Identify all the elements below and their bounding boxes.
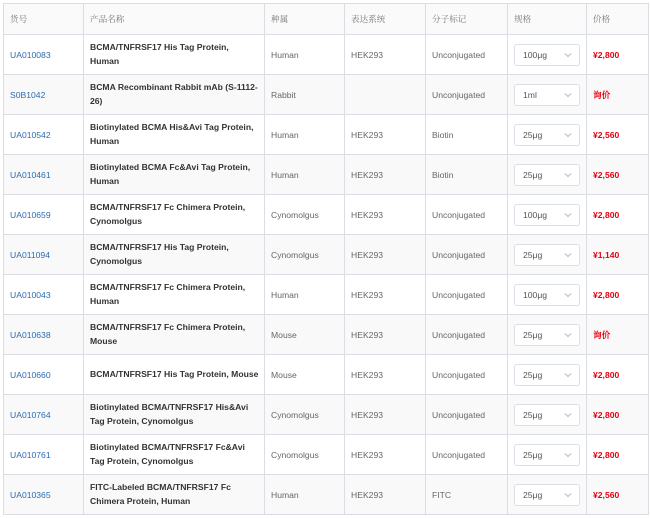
expression-system-cell: HEK293 <box>345 355 426 395</box>
table-header-row <box>4 4 649 35</box>
sku-link[interactable]: UA010365 <box>4 475 84 515</box>
molecular-tag-cell: Unconjugated <box>426 275 508 315</box>
chevron-down-icon <box>563 410 573 420</box>
size-select[interactable] <box>514 484 580 506</box>
price-cell: ¥2,800 <box>587 395 649 435</box>
chevron-down-icon <box>563 490 573 500</box>
sku-link[interactable]: UA010660 <box>4 355 84 395</box>
table-row <box>4 435 649 475</box>
size-cell <box>508 35 587 75</box>
table-row <box>4 155 649 195</box>
molecular-tag-cell: Unconjugated <box>426 315 508 355</box>
price-cell: ¥2,560 <box>587 475 649 515</box>
price-cell: ¥2,800 <box>587 275 649 315</box>
table-row <box>4 235 649 275</box>
chevron-down-icon <box>563 170 573 180</box>
product-name: FITC-Labeled BCMA/TNFRSF17 Fc Chimera Protein, Human <box>84 475 265 515</box>
molecular-tag-cell: Unconjugated <box>426 235 508 275</box>
species-cell: Rabbit <box>265 75 345 115</box>
expression-system-cell: HEK293 <box>345 235 426 275</box>
size-select-value: 1ml <box>523 89 537 100</box>
sku-link[interactable]: UA010761 <box>4 435 84 475</box>
species-cell: Mouse <box>265 355 345 395</box>
chevron-down-icon <box>563 210 573 220</box>
size-select-value: 25μg <box>523 369 543 380</box>
column-header-molecular-tag: 分子标记 <box>426 4 508 35</box>
size-select-value: 25μg <box>523 489 543 500</box>
column-header-species: 种属 <box>265 4 345 35</box>
size-cell <box>508 275 587 315</box>
product-name: Biotinylated BCMA His&Avi Tag Protein, Human <box>84 115 265 155</box>
size-cell <box>508 235 587 275</box>
size-select-value: 25μg <box>523 129 543 140</box>
expression-system-cell: HEK293 <box>345 155 426 195</box>
chevron-down-icon <box>563 290 573 300</box>
column-header-price: 价格 <box>587 4 649 35</box>
expression-system-cell <box>345 75 426 115</box>
molecular-tag-cell: Biotin <box>426 115 508 155</box>
size-select-value: 25μg <box>523 249 543 260</box>
species-cell: Human <box>265 275 345 315</box>
product-table <box>3 3 649 515</box>
size-select[interactable] <box>514 244 580 266</box>
sku-link[interactable]: UA010659 <box>4 195 84 235</box>
species-cell: Human <box>265 155 345 195</box>
product-name: BCMA/TNFRSF17 Fc Chimera Protein, Mouse <box>84 315 265 355</box>
column-header-sku: 货号 <box>4 4 84 35</box>
size-cell <box>508 315 587 355</box>
product-name: BCMA/TNFRSF17 His Tag Protein, Human <box>84 35 265 75</box>
size-cell <box>508 355 587 395</box>
species-cell: Human <box>265 475 345 515</box>
expression-system-cell: HEK293 <box>345 435 426 475</box>
size-select[interactable] <box>514 204 580 226</box>
table-row <box>4 195 649 235</box>
expression-system-cell: HEK293 <box>345 475 426 515</box>
sku-link[interactable]: UA010043 <box>4 275 84 315</box>
species-cell: Cynomolgus <box>265 435 345 475</box>
price-cell: 询价 <box>587 315 649 355</box>
species-cell: Cynomolgus <box>265 195 345 235</box>
price-cell: ¥2,560 <box>587 115 649 155</box>
sku-link[interactable]: UA010638 <box>4 315 84 355</box>
price-cell: ¥2,800 <box>587 355 649 395</box>
chevron-down-icon <box>563 450 573 460</box>
sku-link[interactable]: UA010461 <box>4 155 84 195</box>
expression-system-cell: HEK293 <box>345 115 426 155</box>
molecular-tag-cell: Biotin <box>426 155 508 195</box>
size-cell <box>508 155 587 195</box>
molecular-tag-cell: Unconjugated <box>426 395 508 435</box>
table-row <box>4 35 649 75</box>
molecular-tag-cell: Unconjugated <box>426 355 508 395</box>
molecular-tag-cell: Unconjugated <box>426 35 508 75</box>
product-name: BCMA/TNFRSF17 Fc Chimera Protein, Human <box>84 275 265 315</box>
molecular-tag-cell: FITC <box>426 475 508 515</box>
size-select[interactable] <box>514 404 580 426</box>
price-cell: 询价 <box>587 75 649 115</box>
price-cell: ¥2,800 <box>587 435 649 475</box>
table-row <box>4 475 649 515</box>
chevron-down-icon <box>563 330 573 340</box>
size-select[interactable] <box>514 444 580 466</box>
expression-system-cell: HEK293 <box>345 275 426 315</box>
size-cell <box>508 395 587 435</box>
expression-system-cell: HEK293 <box>345 395 426 435</box>
product-name: BCMA Recombinant Rabbit mAb (S-1112-26) <box>84 75 265 115</box>
size-select-value: 25μg <box>523 169 543 180</box>
chevron-down-icon <box>563 250 573 260</box>
product-name: BCMA/TNFRSF17 His Tag Protein, Mouse <box>84 355 265 395</box>
size-select-value: 100μg <box>523 49 548 60</box>
size-select[interactable] <box>514 84 580 106</box>
chevron-down-icon <box>563 370 573 380</box>
size-select-value: 25μg <box>523 329 543 340</box>
product-name: BCMA/TNFRSF17 His Tag Protein, Cynomolgus <box>84 235 265 275</box>
chevron-down-icon <box>563 130 573 140</box>
product-name: Biotinylated BCMA/TNFRSF17 Fc&Avi Tag Protein, Cynomolgus <box>84 435 265 475</box>
expression-system-cell: HEK293 <box>345 315 426 355</box>
size-cell <box>508 475 587 515</box>
size-select[interactable] <box>514 44 580 66</box>
molecular-tag-cell: Unconjugated <box>426 195 508 235</box>
species-cell: Human <box>265 115 345 155</box>
chevron-down-icon <box>563 50 573 60</box>
species-cell: Mouse <box>265 315 345 355</box>
expression-system-cell: HEK293 <box>345 195 426 235</box>
size-select[interactable] <box>514 324 580 346</box>
product-name: BCMA/TNFRSF17 Fc Chimera Protein, Cynomolgus <box>84 195 265 235</box>
size-select[interactable] <box>514 164 580 186</box>
size-cell <box>508 115 587 155</box>
species-cell: Human <box>265 35 345 75</box>
size-select[interactable] <box>514 284 580 306</box>
species-cell: Cynomolgus <box>265 235 345 275</box>
expression-system-cell: HEK293 <box>345 35 426 75</box>
column-header-expression-system: 表达系统 <box>345 4 426 35</box>
price-cell: ¥2,800 <box>587 35 649 75</box>
chevron-down-icon <box>563 90 573 100</box>
size-select-value: 100μg <box>523 289 548 300</box>
sku-link[interactable]: S0B1042 <box>4 75 84 115</box>
product-name: Biotinylated BCMA/TNFRSF17 His&Avi Tag Protein, Cynomolgus <box>84 395 265 435</box>
table-row <box>4 75 649 115</box>
molecular-tag-cell: Unconjugated <box>426 435 508 475</box>
product-name: Biotinylated BCMA Fc&Avi Tag Protein, Human <box>84 155 265 195</box>
sku-link[interactable]: UA011094 <box>4 235 84 275</box>
sku-link[interactable]: UA010542 <box>4 115 84 155</box>
size-select[interactable] <box>514 364 580 386</box>
sku-link[interactable]: UA010083 <box>4 35 84 75</box>
size-cell <box>508 195 587 235</box>
table-row <box>4 315 649 355</box>
price-cell: ¥1,140 <box>587 235 649 275</box>
size-cell <box>508 435 587 475</box>
size-select-value: 25μg <box>523 449 543 460</box>
species-cell: Cynomolgus <box>265 395 345 435</box>
table-row <box>4 355 649 395</box>
size-select-value: 100μg <box>523 209 548 220</box>
size-select[interactable] <box>514 124 580 146</box>
size-select-value: 25μg <box>523 409 543 420</box>
price-cell: ¥2,800 <box>587 195 649 235</box>
sku-link[interactable]: UA010764 <box>4 395 84 435</box>
column-header-size: 规格 <box>508 4 587 35</box>
price-cell: ¥2,560 <box>587 155 649 195</box>
molecular-tag-cell: Unconjugated <box>426 75 508 115</box>
table-row <box>4 275 649 315</box>
table-row <box>4 115 649 155</box>
column-header-product-name: 产品名称 <box>84 4 265 35</box>
table-row <box>4 395 649 435</box>
size-cell <box>508 75 587 115</box>
